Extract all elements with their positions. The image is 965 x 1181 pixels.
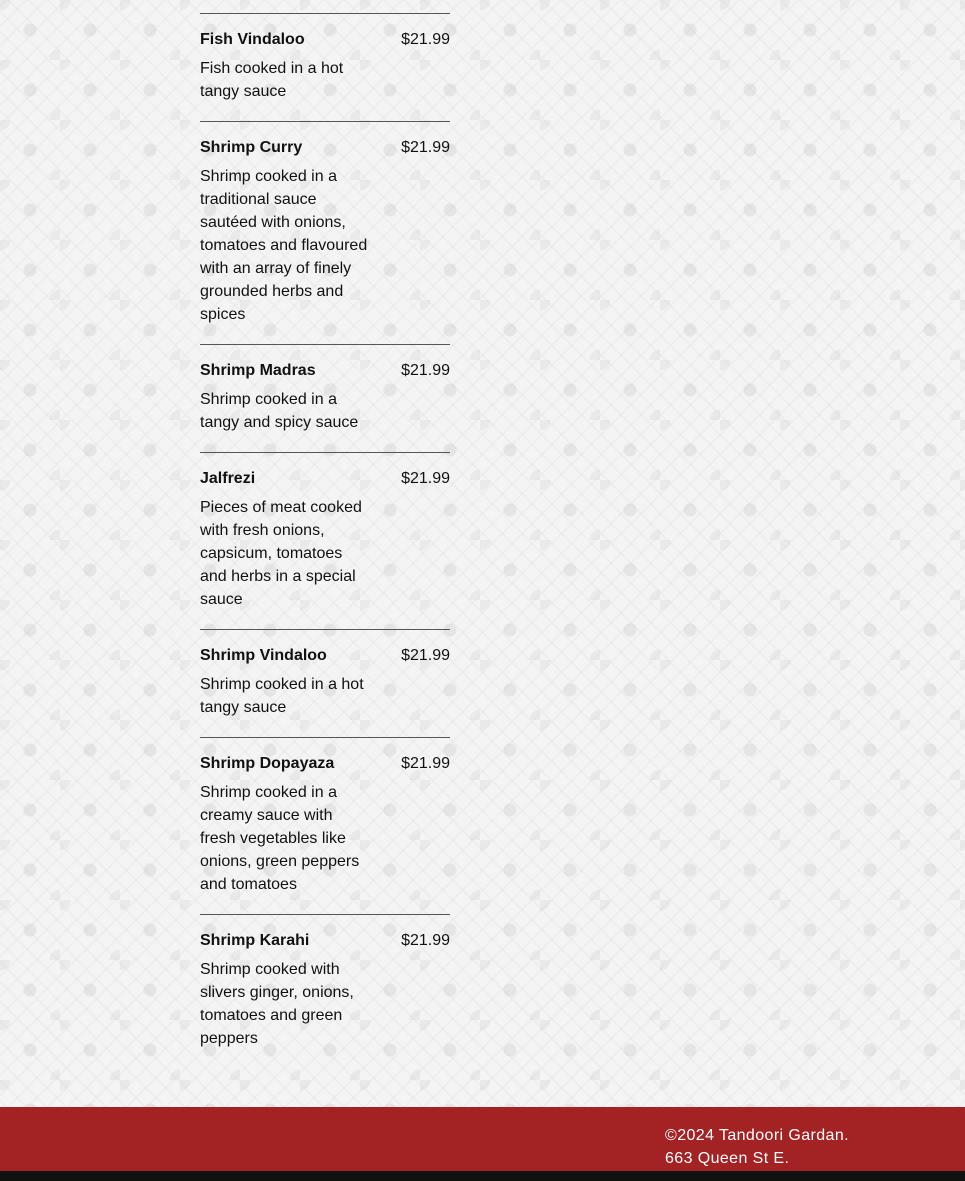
menu-item-description: Pieces of meat cooked with fresh onions, capsicum, tomatoes and herbs in a special sauce bbox=[200, 499, 362, 608]
menu-item-text bbox=[200, 30, 372, 103]
menu-item-text bbox=[200, 138, 372, 326]
menu-item-description: Fish cooked in a hot tangy sauce bbox=[200, 60, 344, 100]
menu-item-name: Shrimp Vindaloo bbox=[200, 647, 327, 664]
menu-item-description: Shrimp cooked with slivers ginger, onions, tomatoes and green peppers bbox=[200, 961, 354, 1047]
menu-item-description: Shrimp cooked in a traditional sauce sautéed with onions, tomatoes and flavoured with an array of finely grounded herbs and spices bbox=[200, 168, 368, 323]
menu-item bbox=[200, 344, 450, 452]
menu-item-text bbox=[200, 361, 372, 434]
footer-copyright: ©2024 Tandoori Gardan. bbox=[665, 1127, 849, 1144]
menu-item bbox=[200, 13, 450, 121]
menu-list bbox=[200, 13, 450, 1068]
menu-item bbox=[200, 452, 450, 629]
menu-item-name: Fish Vindaloo bbox=[200, 31, 305, 48]
menu-item-name: Shrimp Madras bbox=[200, 362, 316, 379]
menu-item-name: Shrimp Dopayaza bbox=[200, 755, 335, 772]
menu-item-text bbox=[200, 754, 372, 896]
menu-item-price: $21.99 bbox=[401, 139, 450, 156]
menu-item-description: Shrimp cooked in a hot tangy sauce bbox=[200, 676, 364, 716]
menu-item-text bbox=[200, 469, 372, 611]
menu-item-price: $21.99 bbox=[401, 932, 450, 949]
footer-address: 663 Queen St E. bbox=[665, 1150, 790, 1167]
menu-item-price: $21.99 bbox=[401, 31, 450, 48]
site-footer bbox=[0, 1107, 965, 1171]
menu-item bbox=[200, 629, 450, 737]
menu-item-name: Shrimp Curry bbox=[200, 139, 303, 156]
footer-bottom-bar bbox=[0, 1171, 965, 1181]
menu-item-text bbox=[200, 931, 372, 1050]
menu-item-name: Jalfrezi bbox=[200, 470, 256, 487]
menu-item-name: Shrimp Karahi bbox=[200, 932, 310, 949]
menu-item-price: $21.99 bbox=[401, 755, 450, 772]
menu-item-description: Shrimp cooked in a creamy sauce with fresh vegetables like onions, green peppers and tomatoes bbox=[200, 784, 360, 893]
menu-item-price: $21.99 bbox=[401, 647, 450, 664]
menu-item-description: Shrimp cooked in a tangy and spicy sauce bbox=[200, 391, 359, 431]
menu-item-price: $21.99 bbox=[401, 470, 450, 487]
menu-item-text bbox=[200, 646, 372, 719]
menu-item-price: $21.99 bbox=[401, 362, 450, 379]
menu-item bbox=[200, 121, 450, 344]
footer-text bbox=[665, 1124, 849, 1170]
menu-item bbox=[200, 914, 450, 1068]
menu-item bbox=[200, 737, 450, 914]
